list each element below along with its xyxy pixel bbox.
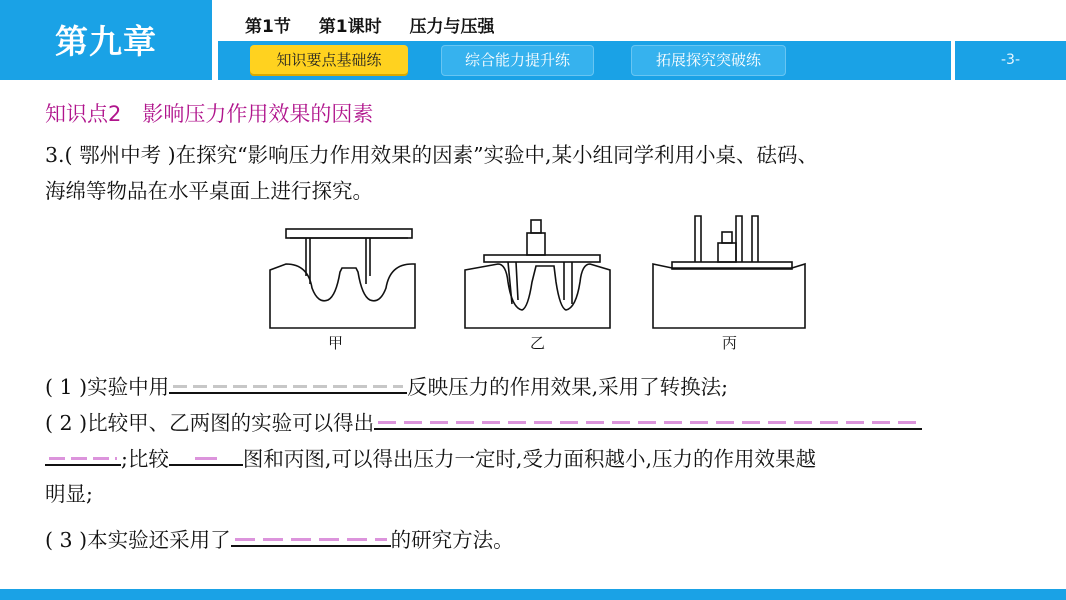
table-top-yi xyxy=(484,255,600,262)
q2-prefix: ( 2 )比较甲、乙两图的实验可以得出 xyxy=(45,411,375,435)
q2c-text: 图和丙图,可以得出压力一定时,受力面积越小,压力的作用效果越 xyxy=(242,447,816,471)
bottom-bar xyxy=(0,589,1066,600)
question-part-1 xyxy=(45,368,728,405)
weight-yi xyxy=(527,233,545,255)
q2b-text: ;比较 xyxy=(121,447,169,471)
lesson-label: 第1课时 xyxy=(318,17,382,37)
lesson-heading xyxy=(245,12,517,37)
topic-label: 压力与压强 xyxy=(409,17,495,37)
question-part-2-end: 明显; xyxy=(45,482,93,506)
question-intro-line-1: 3.( 鄂州中考 )在探究“影响压力作用效果的因素”实验中,某小组同学利用小桌、砝码、 xyxy=(45,143,819,167)
figure-label-bing: 丙 xyxy=(722,334,738,352)
page-number-box xyxy=(955,41,1066,80)
q1-prefix: ( 1 )实验中用 xyxy=(45,375,170,399)
sponge-bing xyxy=(653,264,805,328)
answer-blank-4[interactable] xyxy=(231,521,391,547)
page-number: -3- xyxy=(1000,52,1020,68)
answer-blank-2-cont[interactable] xyxy=(45,440,121,466)
section-label: 第1节 xyxy=(245,17,291,37)
question-intro-line-2: 海绵等物品在水平桌面上进行探究。 xyxy=(45,179,373,203)
q1-suffix: 反映压力的作用效果,采用了转换法; xyxy=(407,375,729,399)
answer-blank-3[interactable] xyxy=(169,440,243,466)
q3-suffix: 的研究方法。 xyxy=(390,528,514,552)
question-part-3 xyxy=(45,521,514,558)
table-legs-bing xyxy=(695,216,758,262)
tab-extension-practice[interactable]: 拓展探究突破练 xyxy=(631,45,786,76)
weight-bing xyxy=(718,243,736,262)
table-legs-yi xyxy=(508,262,572,304)
table-top-jia xyxy=(286,229,412,238)
answer-blank-2[interactable] xyxy=(374,404,922,430)
tab-ability-practice[interactable]: 综合能力提升练 xyxy=(441,45,594,76)
chapter-banner xyxy=(0,0,212,80)
table-legs-jia xyxy=(306,238,370,284)
question-part-2 xyxy=(45,404,922,441)
figure-label-yi: 乙 xyxy=(530,334,546,352)
q3-prefix: ( 3 )本实验还采用了 xyxy=(45,528,231,552)
sponge-jia xyxy=(270,264,415,328)
answer-blank-1[interactable] xyxy=(169,368,407,394)
knowledge-point-heading: 知识点2 影响压力作用效果的因素 xyxy=(45,102,374,126)
experiment-figure xyxy=(260,212,810,357)
sponge-yi xyxy=(465,264,610,328)
chapter-title: 第九章 xyxy=(55,22,157,61)
question-part-2-cont xyxy=(45,440,816,477)
tab-basic-practice[interactable]: 知识要点基础练 xyxy=(250,45,408,76)
figure-label-jia: 甲 xyxy=(328,334,344,352)
